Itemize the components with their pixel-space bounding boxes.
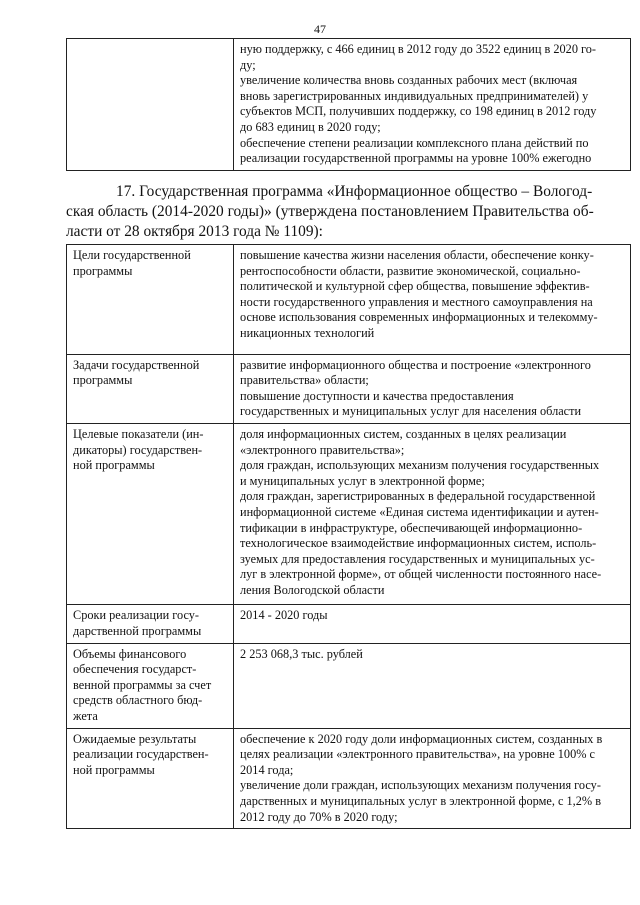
- text-line: ду;: [240, 57, 256, 72]
- text-line: ности государственного управления и местного самоуправления на: [240, 294, 593, 309]
- table-row: [67, 728, 631, 829]
- value-cell: [234, 354, 631, 423]
- text-line: доля граждан, зарегистрированных в федеральной государственной: [240, 489, 596, 504]
- text-line: «электронного правительства»;: [240, 442, 405, 457]
- label-line: реализации государствен-: [73, 747, 209, 762]
- heading-line: ская область (2014-2020 годы)» (утверждена постановлением Правительства об-: [66, 203, 594, 220]
- label-cell: [67, 423, 234, 605]
- text-line: до 683 единиц в 2020 году;: [240, 119, 381, 134]
- label-line: Объемы финансового: [73, 646, 187, 661]
- text-line: политической и культурной сфер общества, повышение эффектив-: [240, 279, 590, 294]
- value-cell: [234, 643, 631, 728]
- label-line: Целевые показатели (ин-: [73, 426, 204, 441]
- heading-line: ласти от 28 октября 2013 года № 1109):: [66, 223, 323, 240]
- text-line: государственных и муниципальных услуг для населения области: [240, 404, 582, 419]
- page-number: 47: [314, 22, 326, 36]
- text-line: увеличение доли граждан, использующих механизм получения госу-: [240, 778, 601, 793]
- label-cell: [67, 643, 234, 728]
- text-line: зуемых для предоставления государственных и муниципальных ус-: [240, 551, 595, 566]
- value-cell: [234, 39, 631, 171]
- text-line: обеспечение к 2020 году доли информационных систем, созданных в: [240, 731, 603, 746]
- value-cell: [234, 605, 631, 643]
- text-line: ную поддержку, с 466 единиц в 2012 году до 3522 единиц в 2020 го-: [240, 42, 597, 56]
- text-line: доля информационных систем, созданных в целях реализации: [240, 426, 567, 441]
- table-row: [67, 39, 631, 171]
- text-line: реализации государственной программы на уровне 100% ежегодно: [240, 151, 592, 166]
- label-line: дикаторы) государствен-: [73, 442, 203, 457]
- label-cell: [67, 605, 234, 643]
- label-line: Задачи государственной: [73, 357, 200, 372]
- section-heading: [66, 182, 614, 242]
- value-cell: [234, 245, 631, 355]
- label-line: программы: [73, 263, 133, 278]
- label-line: обеспечения государст-: [73, 662, 197, 677]
- text-line: рентоспособности области, развитие экономической, социально-: [240, 263, 581, 278]
- text-line: информационной системе «Единая система идентификации и аутен-: [240, 504, 599, 519]
- heading-line: 17. Государственная программа «Информационное общество – Вологод-: [116, 183, 593, 200]
- label-line: Цели государственной: [73, 248, 191, 262]
- label-line: средств областного бюд-: [73, 693, 203, 708]
- text-line: субъектов МСП, получивших поддержку, со 198 единиц в 2012 году: [240, 104, 597, 119]
- label-cell: [67, 39, 234, 171]
- text-line: увеличение количества вновь созданных рабочих мест (включая: [240, 73, 578, 88]
- text-line: дарственных и муниципальных услуг в электронной форме, с 1,2% в: [240, 794, 602, 808]
- table-row: [67, 423, 631, 605]
- text-line: правительства» области;: [240, 373, 369, 388]
- value-cell: [234, 728, 631, 829]
- text-line: повышение качества жизни населения области, обеспечение конку-: [240, 248, 594, 262]
- label-line: венной программы за счет: [73, 677, 212, 692]
- table-row: [67, 643, 631, 728]
- label-line: ной программы: [73, 762, 155, 777]
- label-line: ной программы: [73, 458, 155, 473]
- table-row: [67, 354, 631, 423]
- label-cell: [67, 245, 234, 355]
- text-line: основе использования современных информационных и телекомму-: [240, 310, 598, 325]
- text-line: тификации в инфраструктуре, обеспечивающей информационно-: [240, 520, 583, 535]
- text-line: вновь зарегистрированных индивидуальных предпринимателей) у: [240, 88, 589, 103]
- text-line: 2014 года;: [240, 762, 294, 777]
- continuation-table: [66, 38, 631, 171]
- label-cell: [67, 728, 234, 829]
- value-cell: [234, 423, 631, 605]
- text-line: 2014 - 2020 годы: [240, 608, 328, 623]
- text-line: ления Вологодской области: [240, 582, 385, 597]
- text-line: 2012 году до 70% в 2020 году;: [240, 809, 398, 824]
- text-line: 2 253 068,3 тыс. рублей: [240, 646, 363, 661]
- text-line: доля граждан, использующих механизм получения государственных: [240, 458, 600, 473]
- text-line: никационных технологий: [240, 325, 375, 340]
- text-line: и муниципальных услуг в электронной форме;: [240, 473, 485, 488]
- table-row: [67, 605, 631, 643]
- text-line: луг в электронной форме», от общей численности постоянного насе-: [240, 567, 602, 582]
- text-line: повышение доступности и качества предоставления: [240, 388, 514, 403]
- text-line: обеспечение степени реализации комплексного плана действий по: [240, 135, 589, 150]
- label-line: Ожидаемые результаты: [73, 731, 197, 746]
- label-line: дарственной программы: [73, 624, 202, 639]
- label-cell: [67, 354, 234, 423]
- text-line: целях реализации «электронного правительства», на уровне 100% с: [240, 747, 596, 762]
- text-line: технологическое взаимодействие информационных систем, исполь-: [240, 536, 597, 551]
- label-line: Сроки реализации госу-: [73, 608, 200, 623]
- label-line: программы: [73, 373, 133, 388]
- table-row: [67, 245, 631, 355]
- program-passport-table: [66, 244, 631, 829]
- text-line: развитие информационного общества и построение «электронного: [240, 357, 591, 372]
- label-line: жета: [73, 709, 98, 724]
